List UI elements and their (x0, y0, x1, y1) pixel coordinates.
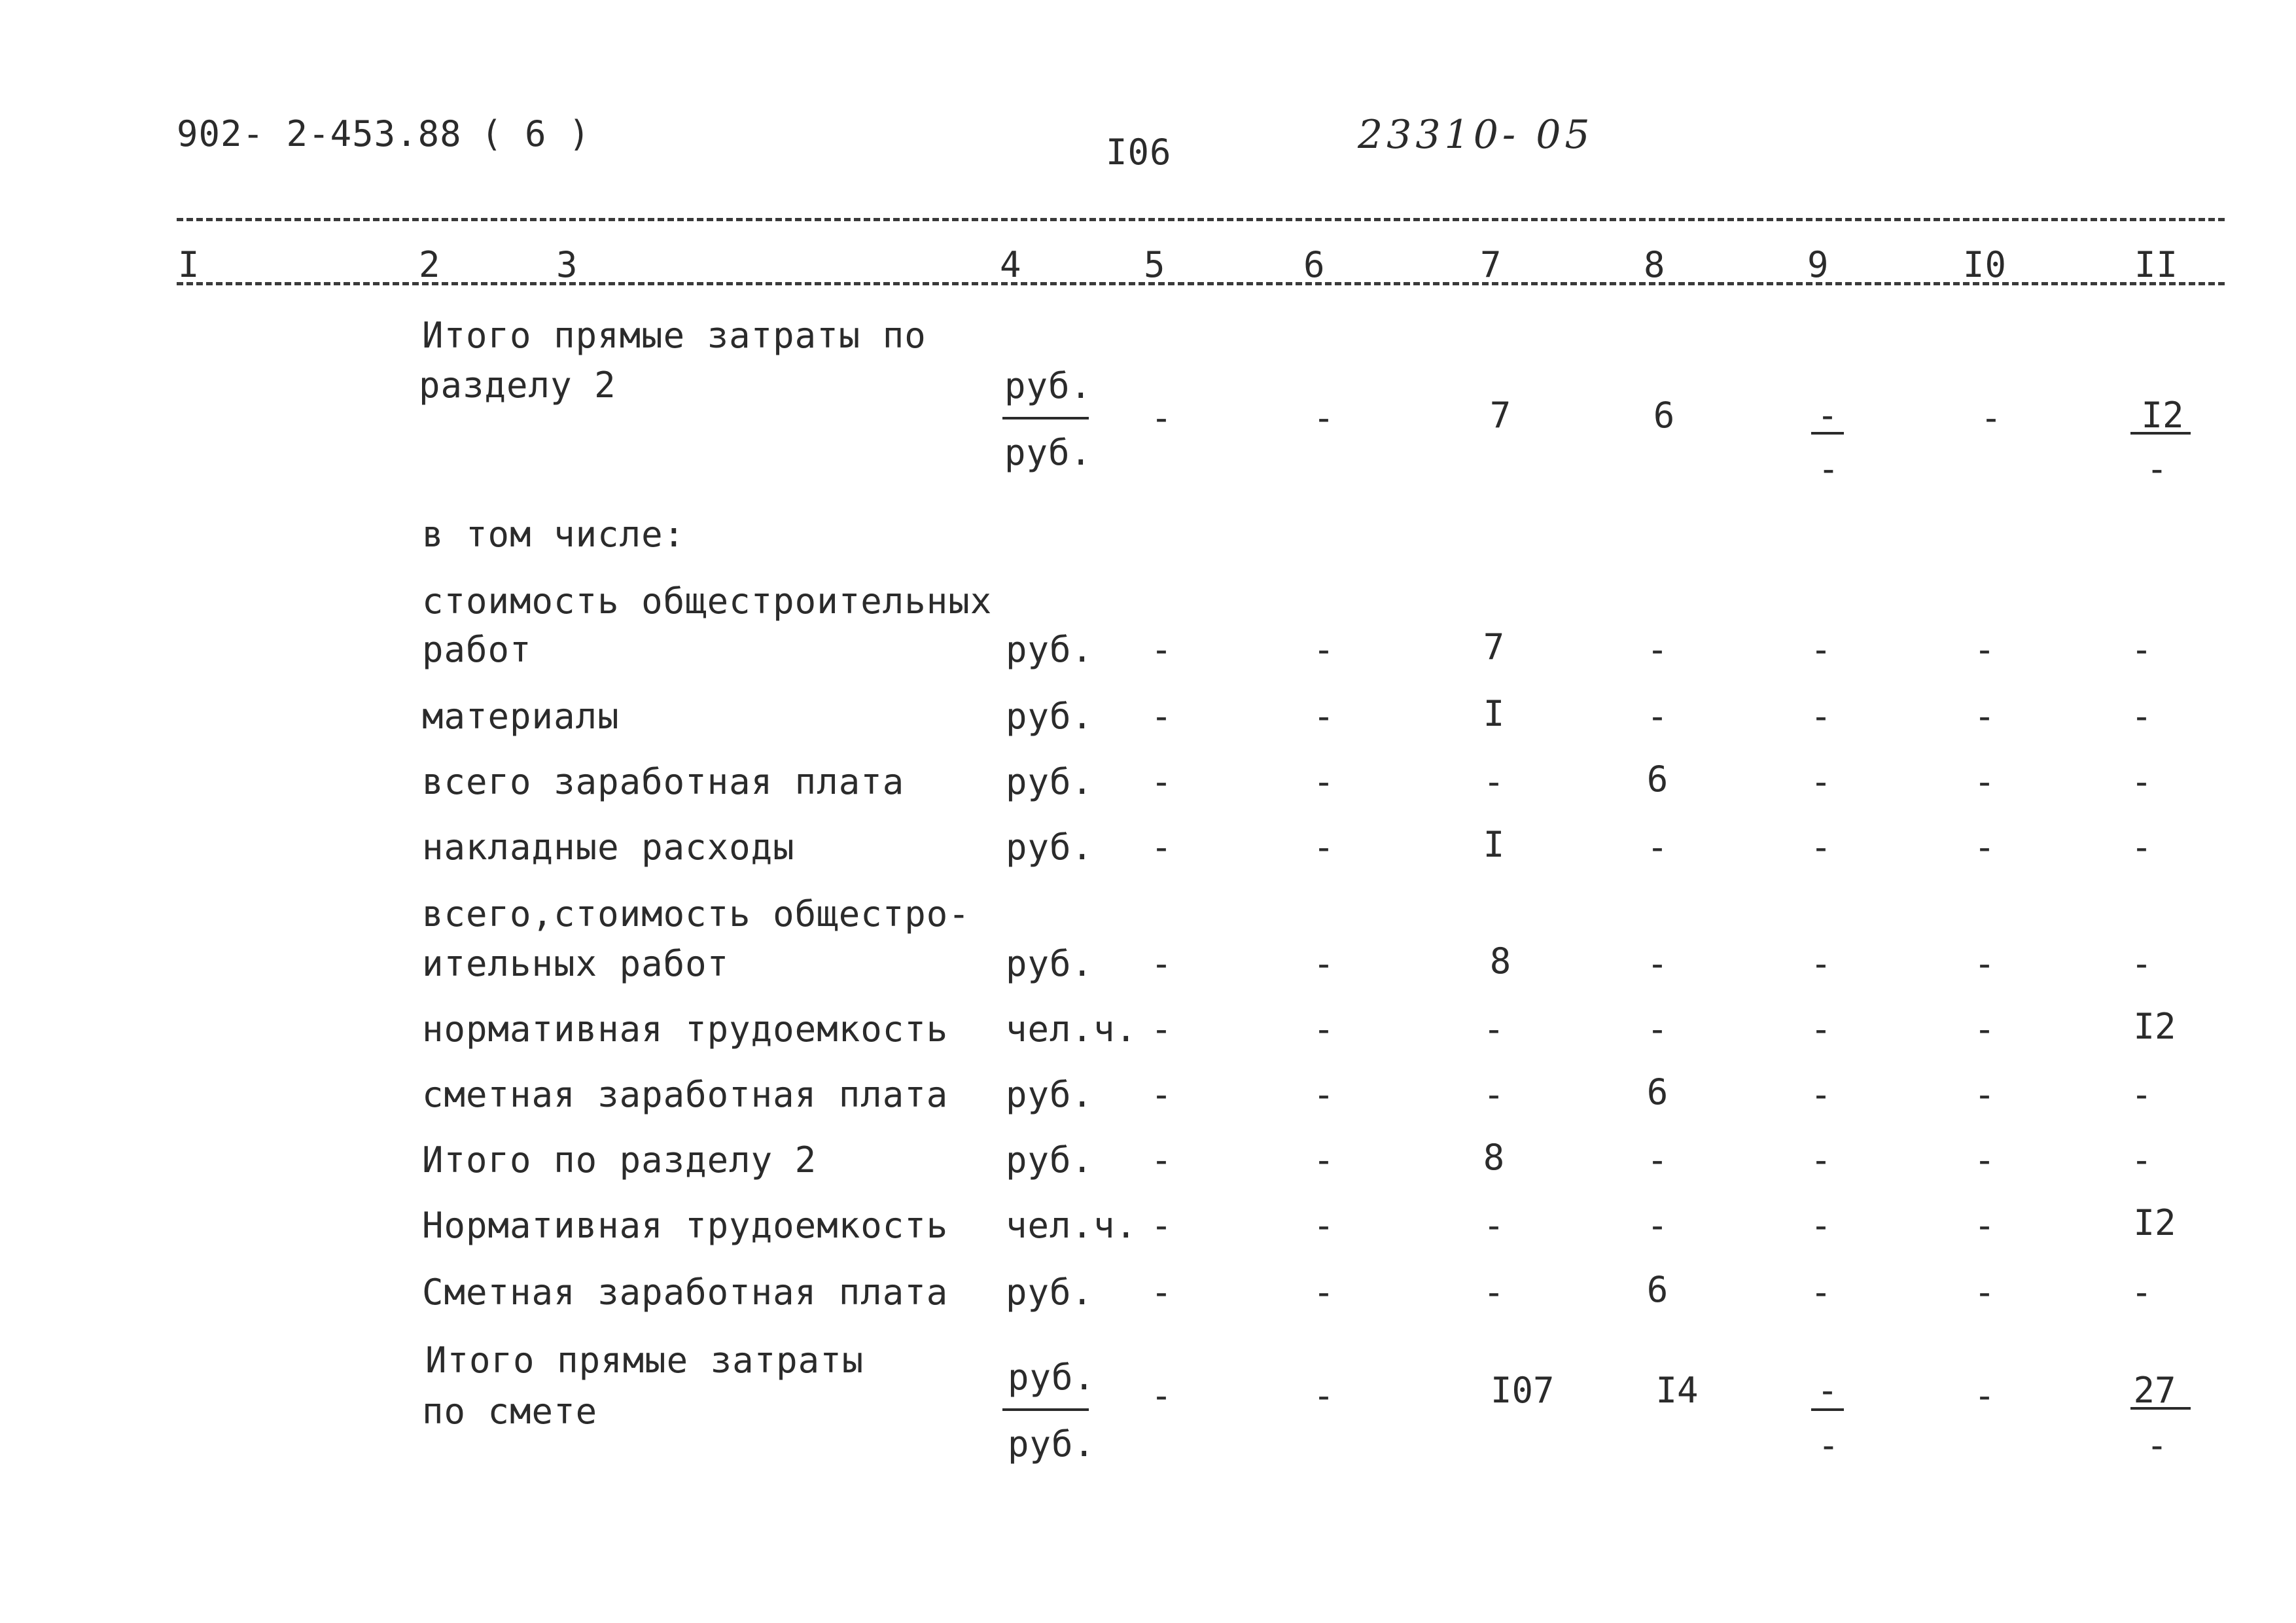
row-unit: руб. (1006, 943, 1094, 984)
cell-col8: 6 (1646, 758, 1669, 800)
cell-col9: - (1816, 395, 1839, 436)
cell-col11: - (2130, 1272, 2153, 1313)
cell-col5: - (1150, 1272, 1173, 1313)
column-header: 4 (1000, 244, 1022, 285)
row-label: Итого по разделу 2 (422, 1139, 817, 1181)
row-label: работ (422, 629, 532, 670)
cell-col10: - (1973, 761, 1996, 802)
cell-col8: - (1646, 629, 1669, 670)
cell-col7: 8 (1483, 1137, 1505, 1178)
cell-col11: - (2130, 761, 2153, 802)
row-label: Итого прямые затраты (425, 1340, 864, 1381)
row-unit: руб. (1006, 1074, 1094, 1115)
cell-col9: - (1810, 1139, 1832, 1181)
cell-col5: - (1150, 943, 1173, 984)
cell-col6: - (1313, 629, 1335, 670)
cell-col9: - (1810, 696, 1832, 737)
row-label: Нормативная трудоемкость (422, 1205, 949, 1246)
cell-col5: - (1150, 1008, 1173, 1050)
row-label: всего,стоимость общестро- (422, 893, 970, 935)
cell-col6: - (1313, 943, 1335, 984)
unit-denominator: руб. (1004, 432, 1093, 473)
handwritten-number: 23310- 05 (1358, 112, 1594, 158)
cell-col10: - (1973, 1375, 1996, 1416)
cell-col7: I07 (1491, 1370, 1555, 1411)
row-label: Итого прямые затраты по (422, 315, 927, 356)
row-unit: руб. (1006, 629, 1094, 670)
cell-col5: - (1150, 1205, 1173, 1246)
column-header: 6 (1303, 244, 1326, 285)
cell-col8: - (1646, 1139, 1669, 1181)
row-unit: чел.ч. (1006, 1205, 1138, 1246)
row-label: стоимость общестроительных (422, 580, 993, 622)
cell-col11: - (2130, 629, 2153, 670)
fraction-line (1002, 1408, 1089, 1411)
section-caption: в том числе: (422, 514, 686, 555)
cell-col11: I2 (2133, 1006, 2176, 1047)
cell-col6: - (1313, 761, 1335, 802)
cell-col7: - (1483, 1205, 1505, 1246)
row-label: ительных работ (422, 943, 730, 984)
cell-col9-denominator: - (1818, 448, 1840, 490)
cell-col9: - (1810, 1074, 1832, 1115)
cell-col10: - (1973, 827, 1996, 868)
cell-col6: - (1313, 397, 1335, 438)
row-label: всего заработная плата (422, 761, 905, 802)
fraction-line (1811, 432, 1844, 435)
fraction-line (2130, 432, 2191, 435)
row-unit: руб. (1006, 696, 1094, 737)
column-header: 8 (1644, 244, 1666, 285)
cell-col6: - (1313, 827, 1335, 868)
cell-col9: - (1810, 943, 1832, 984)
cell-col8: - (1646, 827, 1669, 868)
cell-col10: - (1973, 1272, 1996, 1313)
cell-col8: 6 (1653, 395, 1675, 436)
fraction-line (1811, 1408, 1844, 1411)
cell-col6: - (1313, 1272, 1335, 1313)
cell-col7: 7 (1489, 395, 1511, 436)
column-header: I0 (1963, 244, 2007, 285)
document-code: 902- 2-453.88 (177, 113, 462, 154)
cell-col5: - (1150, 1074, 1173, 1115)
cell-col8: - (1646, 943, 1669, 984)
column-header: II (2134, 244, 2179, 285)
cell-col8: - (1646, 1008, 1669, 1050)
page-number: I06 (1106, 132, 1172, 173)
cell-col5: - (1150, 696, 1173, 737)
cell-col8: I4 (1655, 1370, 1699, 1411)
column-header: I (178, 244, 200, 285)
fraction-line (1002, 417, 1089, 419)
unit-numerator: руб. (1008, 1357, 1096, 1398)
row-unit: чел.ч. (1006, 1008, 1138, 1050)
row-label: Сметная заработная плата (422, 1272, 949, 1313)
cell-col9: - (1810, 1008, 1832, 1050)
cell-col6: - (1313, 1074, 1335, 1115)
part-number: ( 6 ) (481, 113, 591, 154)
cell-col6: - (1313, 1375, 1335, 1416)
cell-col11: - (2130, 1139, 2153, 1181)
row-label: сметная заработная плата (422, 1074, 949, 1115)
cell-col9-denominator: - (1818, 1425, 1840, 1466)
cell-col6: - (1313, 1205, 1335, 1246)
cell-col8: - (1646, 696, 1669, 737)
cell-col8: 6 (1646, 1269, 1669, 1310)
row-unit: руб. (1006, 1272, 1094, 1313)
cell-col7: - (1483, 1008, 1505, 1050)
cell-col7: 7 (1483, 626, 1505, 668)
row-label: нормативная трудоемкость (422, 1008, 949, 1050)
unit-numerator: руб. (1004, 365, 1093, 406)
cell-col11: I2 (2141, 395, 2184, 436)
row-label: материалы (422, 696, 620, 737)
cell-col11: I2 (2133, 1202, 2176, 1243)
cell-col9: - (1810, 761, 1832, 802)
column-header: 5 (1144, 244, 1166, 285)
row-label: разделу 2 (419, 365, 616, 406)
column-header: 2 (419, 244, 441, 285)
cell-col5: - (1150, 1139, 1173, 1181)
cell-col7: I (1483, 824, 1505, 865)
cell-col8: - (1646, 1205, 1669, 1246)
cell-col6: - (1313, 1139, 1335, 1181)
cell-col11: 27 (2133, 1370, 2176, 1411)
cell-col10: - (1973, 1139, 1996, 1181)
cell-col9: - (1810, 1205, 1832, 1246)
fraction-line (2130, 1407, 2191, 1410)
cell-col11: - (2130, 943, 2153, 984)
cell-col10: - (1973, 1074, 1996, 1115)
cell-col7: - (1483, 1074, 1505, 1115)
cell-col7: 8 (1489, 940, 1511, 982)
row-label: накладные расходы (422, 827, 795, 868)
cell-col11: - (2130, 696, 2153, 737)
cell-col9: - (1810, 629, 1832, 670)
cell-col10: - (1973, 629, 1996, 670)
cell-col5: - (1150, 827, 1173, 868)
cell-col9: - (1810, 827, 1832, 868)
cell-col11-denominator: - (2146, 1425, 2168, 1466)
cell-col8: 6 (1646, 1071, 1669, 1113)
row-label: по смете (422, 1391, 598, 1432)
cell-col9: - (1810, 1272, 1832, 1313)
cell-col7: I (1483, 693, 1505, 734)
table-top-rule (177, 218, 2225, 221)
cell-col7: - (1483, 761, 1505, 802)
row-unit: руб. (1006, 827, 1094, 868)
column-header-rule (177, 282, 2225, 285)
cell-col10: - (1973, 943, 1996, 984)
cell-col5: - (1150, 397, 1173, 438)
cell-col7: - (1483, 1272, 1505, 1313)
column-header: 9 (1807, 244, 1829, 285)
cell-col6: - (1313, 1008, 1335, 1050)
cell-col6: - (1313, 696, 1335, 737)
row-unit: руб. (1006, 1139, 1094, 1181)
cell-col11-denominator: - (2146, 448, 2168, 490)
cell-col5: - (1150, 761, 1173, 802)
cell-col5: - (1150, 629, 1173, 670)
column-header: 3 (556, 244, 578, 285)
unit-denominator: руб. (1008, 1423, 1096, 1465)
cell-col10: - (1973, 1008, 1996, 1050)
cell-col10: - (1973, 696, 1996, 737)
cell-col11: - (2130, 1074, 2153, 1115)
cell-col9: - (1816, 1370, 1839, 1411)
column-header: 7 (1480, 244, 1502, 285)
cell-col11: - (2130, 827, 2153, 868)
cell-col10: - (1980, 397, 2002, 438)
row-unit: руб. (1006, 761, 1094, 802)
cell-col10: - (1973, 1205, 1996, 1246)
cell-col5: - (1150, 1375, 1173, 1416)
